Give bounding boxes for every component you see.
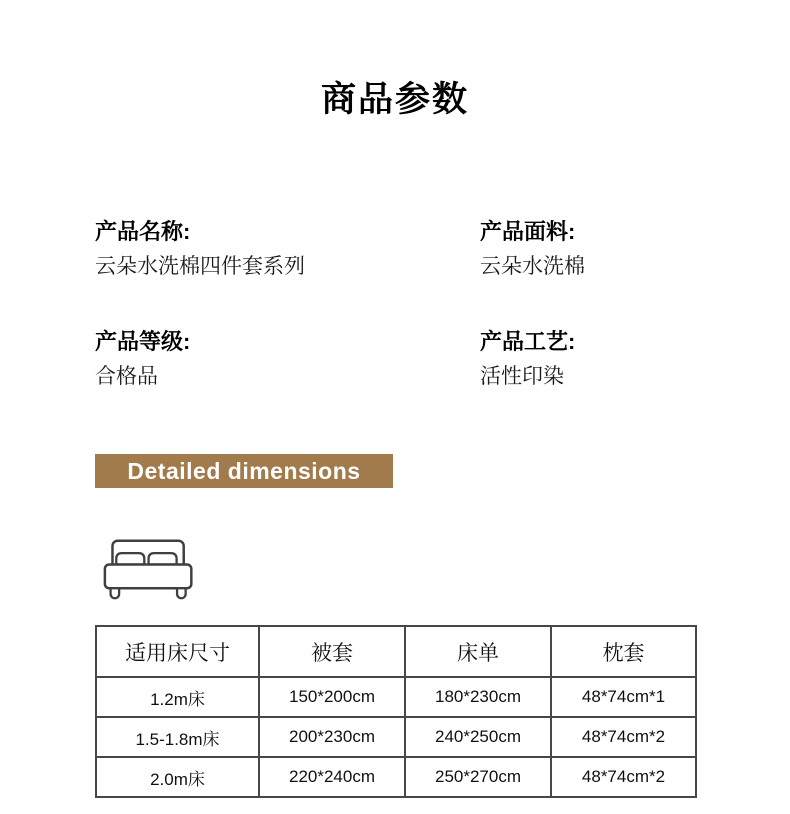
table-row [96, 757, 696, 797]
cell-duvet-cover: 220*240cm [259, 757, 405, 797]
spec-value: 云朵水洗棉 [480, 255, 585, 278]
table-row [96, 677, 696, 717]
cell-pillowcase: 48*74cm*2 [551, 757, 696, 797]
cell-bed-sheet: 250*270cm [405, 757, 551, 797]
page-title: 商品参数 [320, 80, 469, 119]
table-header-row [96, 626, 696, 677]
cell-duvet-cover: 200*230cm [259, 717, 405, 757]
cell-pillowcase: 48*74cm*2 [551, 717, 696, 757]
col-header-pillowcase: 枕套 [551, 626, 696, 677]
spec-product-grade [95, 329, 425, 390]
spec-value: 云朵水洗棉四件套系列 [95, 255, 305, 278]
col-header-duvet-cover: 被套 [259, 626, 405, 677]
detailed-dimensions-banner: Detailed dimensions [95, 454, 393, 488]
spec-product-craft [480, 329, 790, 390]
spec-value: 活性印染 [480, 365, 564, 388]
col-header-bed-sheet: 床单 [405, 626, 551, 677]
table-row [96, 717, 696, 757]
spec-product-name [95, 219, 425, 280]
spec-label: 产品等级: [95, 329, 191, 354]
spec-value: 合格品 [95, 365, 158, 388]
cell-duvet-cover: 150*200cm [259, 677, 405, 717]
spec-label: 产品工艺: [480, 329, 576, 354]
cell-bed-sheet: 240*250cm [405, 717, 551, 757]
cell-bed-size: 1.5-1.8m床 [96, 717, 259, 757]
col-header-bed-size: 适用床尺寸 [96, 626, 259, 677]
bed-outline-icon [97, 527, 203, 603]
cell-bed-size: 2.0m床 [96, 757, 259, 797]
spec-label: 产品名称: [95, 219, 191, 244]
cell-pillowcase: 48*74cm*1 [551, 677, 696, 717]
size-dimensions-table [95, 625, 697, 798]
spec-label: 产品面料: [480, 219, 576, 244]
cell-bed-size: 1.2m床 [96, 677, 259, 717]
spec-product-fabric [480, 219, 790, 280]
cell-bed-sheet: 180*230cm [405, 677, 551, 717]
